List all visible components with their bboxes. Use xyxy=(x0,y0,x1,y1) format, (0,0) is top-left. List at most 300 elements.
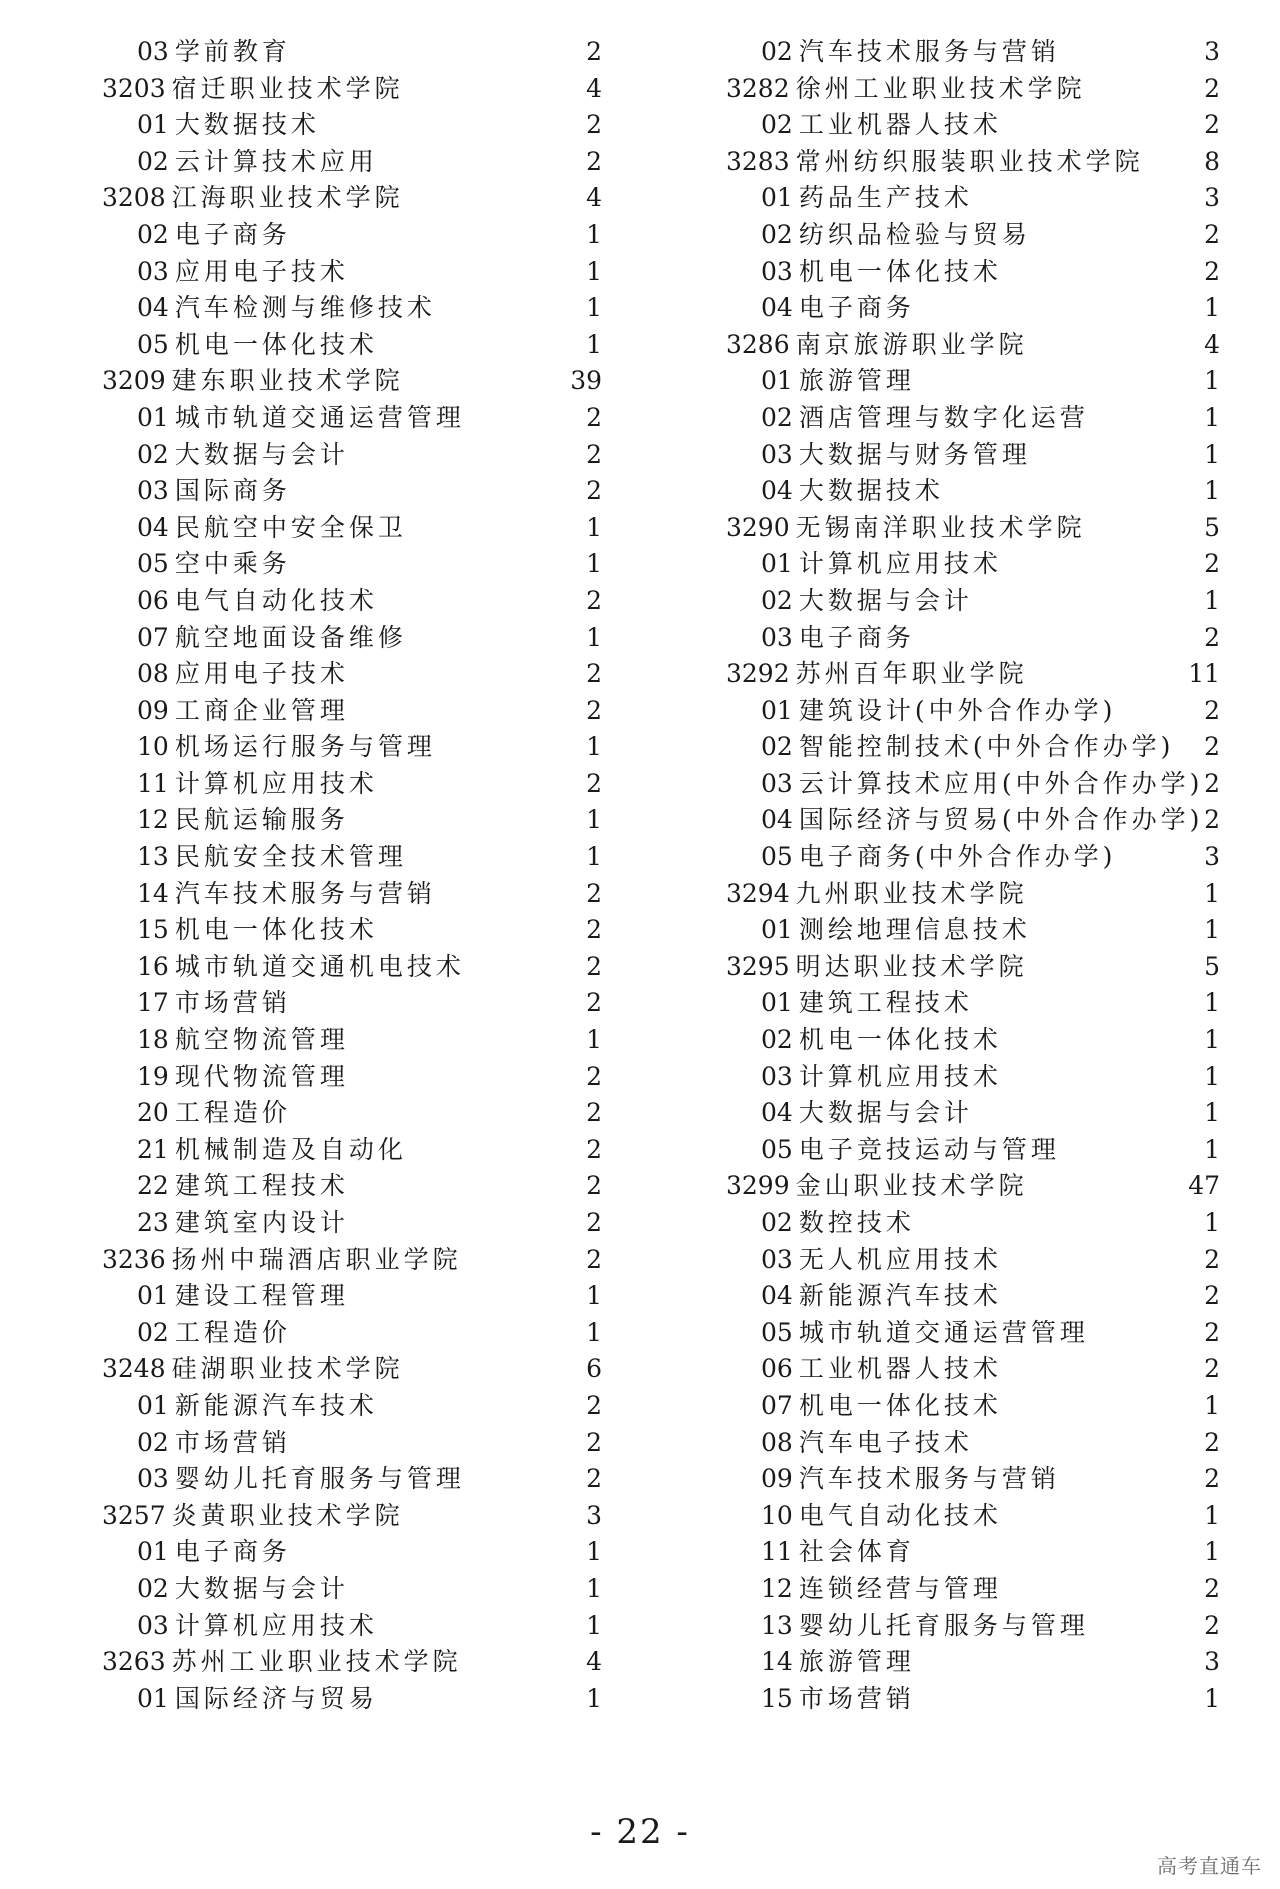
major-name: 建筑工程技术 xyxy=(798,988,973,1018)
enrollment-count: 2 xyxy=(586,439,602,469)
enrollment-count: 1 xyxy=(586,329,602,359)
major-code: 14 xyxy=(761,1647,793,1677)
school-row xyxy=(102,1498,602,1535)
enrollment-count: 1 xyxy=(1204,366,1220,396)
major-code: 02 xyxy=(137,1317,169,1347)
major-row xyxy=(726,546,1230,583)
major-name: 机电一体化技术 xyxy=(798,1390,1002,1420)
enrollment-count: 1 xyxy=(586,1317,602,1347)
major-row xyxy=(102,985,602,1022)
major-name: 汽车技术服务与营销 xyxy=(798,37,1060,66)
school-code: 3209 xyxy=(102,366,166,396)
major-code: 02 xyxy=(761,1208,793,1237)
enrollment-count: 3 xyxy=(586,1500,602,1530)
school-row xyxy=(726,144,1230,181)
school-name: 硅湖职业技术学院 xyxy=(171,1354,404,1384)
enrollment-count: 3 xyxy=(1204,842,1220,872)
enrollment-count: 2 xyxy=(586,878,602,908)
major-row xyxy=(102,1608,602,1645)
school-row xyxy=(102,1644,602,1681)
enrollment-count: 2 xyxy=(586,476,602,506)
major-name: 新能源汽车技术 xyxy=(174,1390,378,1420)
enrollment-count: 47 xyxy=(1188,1171,1220,1201)
right-column xyxy=(726,34,1230,1717)
major-row xyxy=(726,912,1230,949)
major-row xyxy=(726,363,1230,400)
enrollment-count: 2 xyxy=(586,1464,602,1494)
major-name: 汽车电子技术 xyxy=(798,1427,973,1457)
major-code: 06 xyxy=(761,1354,793,1384)
enrollment-count: 1 xyxy=(1204,402,1220,432)
major-name: 国际经济与贸易 xyxy=(174,1683,378,1713)
major-name: 纺织品检验与贸易 xyxy=(798,219,1031,249)
major-code: 14 xyxy=(137,878,169,908)
enrollment-count: 2 xyxy=(1204,732,1220,762)
enrollment-count: 1 xyxy=(586,1610,602,1640)
major-row xyxy=(102,1132,602,1169)
major-code: 02 xyxy=(761,110,793,140)
major-name: 新能源汽车技术 xyxy=(798,1281,1002,1311)
school-name: 徐州工业职业技术学院 xyxy=(795,73,1086,103)
major-name: 现代物流管理 xyxy=(174,1061,349,1091)
major-name: 电子商务 xyxy=(174,219,291,249)
major-row xyxy=(726,1681,1230,1718)
school-name: 明达职业技术学院 xyxy=(795,951,1028,981)
major-row xyxy=(102,729,602,766)
major-code: 03 xyxy=(761,622,793,652)
enrollment-count: 1 xyxy=(1204,1683,1220,1713)
major-name: 工商企业管理 xyxy=(174,695,349,725)
enrollment-count: 1 xyxy=(586,512,602,542)
major-row xyxy=(726,1022,1230,1059)
major-row xyxy=(102,546,602,583)
major-name: 电子商务 xyxy=(798,293,915,323)
major-code: 01 xyxy=(761,695,793,725)
major-row xyxy=(102,290,602,327)
major-row xyxy=(102,1425,602,1462)
enrollment-count: 6 xyxy=(586,1354,602,1384)
major-code: 09 xyxy=(137,695,169,725)
major-code: 15 xyxy=(761,1683,793,1713)
school-row xyxy=(726,949,1230,986)
enrollment-count: 2 xyxy=(586,659,602,689)
enrollment-count: 2 xyxy=(586,1098,602,1128)
major-row xyxy=(102,1168,602,1205)
major-row xyxy=(726,1242,1230,1279)
enrollment-count: 8 xyxy=(1204,146,1220,176)
school-name: 扬州中瑞酒店职业学院 xyxy=(171,1244,462,1274)
enrollment-count: 1 xyxy=(1204,1390,1220,1420)
major-code: 03 xyxy=(137,1610,169,1640)
major-code: 03 xyxy=(761,439,793,469)
school-name: 九州职业技术学院 xyxy=(795,878,1028,908)
enrollment-count: 2 xyxy=(1204,110,1220,140)
school-row xyxy=(102,71,602,108)
major-name: 连锁经营与管理 xyxy=(798,1573,1002,1603)
major-row xyxy=(102,327,602,364)
major-name: 民航空中安全保卫 xyxy=(174,512,407,542)
enrollment-count: 1 xyxy=(586,1683,602,1713)
school-code: 3208 xyxy=(102,183,166,213)
major-name: 酒店管理与数字化运营 xyxy=(798,402,1089,432)
enrollment-count: 2 xyxy=(1204,73,1220,103)
major-row xyxy=(102,217,602,254)
major-name: 智能控制技术(中外合作办学) xyxy=(798,732,1175,762)
school-name: 常州纺织服装职业技术学院 xyxy=(795,146,1144,176)
major-code: 15 xyxy=(137,915,169,945)
enrollment-count: 2 xyxy=(1204,549,1220,579)
major-name: 建设工程管理 xyxy=(174,1281,349,1311)
major-code: 01 xyxy=(761,915,793,945)
major-row xyxy=(102,1278,602,1315)
major-code: 03 xyxy=(761,768,793,798)
major-code: 11 xyxy=(761,1537,793,1567)
enrollment-count: 1 xyxy=(586,1573,602,1603)
major-row xyxy=(726,1461,1230,1498)
enrollment-count: 2 xyxy=(586,1061,602,1091)
school-row xyxy=(726,1168,1230,1205)
enrollment-count: 2 xyxy=(586,768,602,798)
school-code: 3263 xyxy=(102,1647,166,1677)
enrollment-count: 2 xyxy=(586,915,602,945)
major-name: 工业机器人技术 xyxy=(798,1354,1002,1384)
major-name: 旅游管理 xyxy=(798,1647,915,1677)
school-code: 3295 xyxy=(726,951,790,981)
school-code: 3283 xyxy=(726,146,790,176)
school-name: 南京旅游职业学院 xyxy=(795,329,1028,359)
major-name: 测绘地理信息技术 xyxy=(798,915,1031,945)
major-name: 航空物流管理 xyxy=(174,1025,349,1055)
major-name: 机电一体化技术 xyxy=(174,915,378,945)
enrollment-count: 2 xyxy=(1204,256,1220,286)
major-name: 国际商务 xyxy=(174,476,291,506)
major-name: 应用电子技术 xyxy=(174,256,349,286)
major-code: 04 xyxy=(761,293,793,323)
major-row xyxy=(726,583,1230,620)
major-row xyxy=(726,766,1230,803)
major-name: 建筑设计(中外合作办学) xyxy=(798,695,1117,725)
major-row xyxy=(726,802,1230,839)
major-code: 13 xyxy=(137,842,169,872)
school-row xyxy=(726,71,1230,108)
major-name: 机电一体化技术 xyxy=(798,1025,1002,1055)
major-row xyxy=(102,876,602,913)
major-code: 18 xyxy=(137,1025,169,1055)
enrollment-count: 1 xyxy=(1204,878,1220,908)
major-code: 20 xyxy=(137,1098,169,1128)
school-name: 江海职业技术学院 xyxy=(171,183,404,213)
major-name: 城市轨道交通运营管理 xyxy=(174,402,465,432)
major-row xyxy=(102,802,602,839)
school-code: 3257 xyxy=(102,1500,166,1530)
major-code: 09 xyxy=(761,1464,793,1494)
major-name: 大数据技术 xyxy=(798,476,944,506)
major-code: 04 xyxy=(761,476,793,506)
major-row xyxy=(102,510,602,547)
major-row xyxy=(102,1534,602,1571)
major-row xyxy=(102,1388,602,1425)
enrollment-count: 2 xyxy=(1204,1464,1220,1494)
major-name: 社会体育 xyxy=(798,1537,915,1567)
major-row xyxy=(102,1095,602,1132)
major-name: 工业机器人技术 xyxy=(798,110,1002,140)
major-code: 04 xyxy=(137,512,169,542)
major-row xyxy=(102,473,602,510)
enrollment-count: 1 xyxy=(1204,1061,1220,1091)
major-name: 大数据与会计 xyxy=(798,585,973,615)
major-code: 07 xyxy=(761,1390,793,1420)
major-code: 02 xyxy=(761,732,793,762)
school-name: 宿迁职业技术学院 xyxy=(171,73,404,103)
major-name: 大数据与会计 xyxy=(174,439,349,469)
school-code: 3203 xyxy=(102,73,166,103)
major-row xyxy=(102,949,602,986)
major-code: 05 xyxy=(761,842,793,872)
enrollment-count: 1 xyxy=(1204,915,1220,945)
major-row xyxy=(726,400,1230,437)
major-row xyxy=(102,1205,602,1242)
major-name: 学前教育 xyxy=(174,37,291,66)
major-row xyxy=(726,1608,1230,1645)
enrollment-count: 2 xyxy=(1204,1244,1220,1274)
major-name: 数控技术 xyxy=(798,1208,915,1237)
major-code: 22 xyxy=(137,1171,169,1201)
major-code: 12 xyxy=(137,805,169,835)
school-name: 建东职业技术学院 xyxy=(171,366,404,396)
school-code: 3290 xyxy=(726,512,790,542)
major-row xyxy=(102,1571,602,1608)
major-name: 空中乘务 xyxy=(174,549,291,579)
enrollment-count: 1 xyxy=(586,256,602,286)
school-name: 炎黄职业技术学院 xyxy=(171,1500,404,1530)
school-code: 3248 xyxy=(102,1354,166,1384)
enrollment-count: 1 xyxy=(1204,293,1220,323)
major-row xyxy=(726,180,1230,217)
major-row xyxy=(726,1132,1230,1169)
major-name: 无人机应用技术 xyxy=(798,1244,1002,1274)
major-name: 机电一体化技术 xyxy=(798,256,1002,286)
school-row xyxy=(102,180,602,217)
major-code: 02 xyxy=(137,219,169,249)
enrollment-count: 4 xyxy=(586,73,602,103)
major-code: 03 xyxy=(761,1244,793,1274)
enrollment-count: 1 xyxy=(1204,585,1220,615)
major-name: 云计算技术应用(中外合作办学) xyxy=(798,768,1204,798)
major-code: 01 xyxy=(761,549,793,579)
school-name: 苏州工业职业技术学院 xyxy=(171,1647,462,1677)
major-row xyxy=(726,1095,1230,1132)
major-code: 04 xyxy=(137,293,169,323)
major-name: 汽车技术服务与营销 xyxy=(174,878,436,908)
enrollment-count: 2 xyxy=(586,402,602,432)
enrollment-count: 2 xyxy=(586,37,602,66)
enrollment-count: 2 xyxy=(1204,1281,1220,1311)
enrollment-count: 2 xyxy=(1204,805,1220,835)
major-code: 02 xyxy=(137,1427,169,1457)
major-name: 城市轨道交通运营管理 xyxy=(798,1317,1089,1347)
major-name: 电子商务 xyxy=(174,1537,291,1567)
major-row xyxy=(726,1205,1230,1242)
enrollment-count: 4 xyxy=(1204,329,1220,359)
major-row xyxy=(726,1644,1230,1681)
enrollment-count: 2 xyxy=(586,585,602,615)
major-row xyxy=(102,912,602,949)
enrollment-count: 1 xyxy=(586,842,602,872)
major-code: 04 xyxy=(761,1098,793,1128)
major-code: 06 xyxy=(137,585,169,615)
enrollment-count: 2 xyxy=(1204,1354,1220,1384)
major-code: 16 xyxy=(137,951,169,981)
school-row xyxy=(726,656,1230,693)
enrollment-count: 2 xyxy=(586,1171,602,1201)
major-code: 11 xyxy=(137,768,169,798)
major-code: 05 xyxy=(137,329,169,359)
major-row xyxy=(102,693,602,730)
school-code: 3292 xyxy=(726,659,790,689)
major-code: 03 xyxy=(761,1061,793,1091)
major-name: 应用电子技术 xyxy=(174,659,349,689)
enrollment-count: 1 xyxy=(1204,1208,1220,1237)
major-code: 04 xyxy=(761,805,793,835)
major-name: 电子商务(中外合作办学) xyxy=(798,842,1117,872)
major-row xyxy=(726,34,1230,71)
major-row xyxy=(726,1571,1230,1608)
major-row xyxy=(726,1425,1230,1462)
enrollment-count: 2 xyxy=(586,146,602,176)
major-code: 02 xyxy=(137,439,169,469)
enrollment-count: 2 xyxy=(586,1134,602,1164)
school-code: 3299 xyxy=(726,1171,790,1201)
major-name: 机电一体化技术 xyxy=(174,329,378,359)
major-row xyxy=(726,437,1230,474)
enrollment-count: 1 xyxy=(1204,988,1220,1018)
enrollment-count: 1 xyxy=(586,549,602,579)
school-row xyxy=(726,327,1230,364)
major-code: 03 xyxy=(761,256,793,286)
major-code: 05 xyxy=(761,1317,793,1347)
major-code: 03 xyxy=(137,476,169,506)
enrollment-count: 1 xyxy=(586,1537,602,1567)
major-name: 婴幼儿托育服务与管理 xyxy=(174,1464,465,1494)
enrollment-count: 39 xyxy=(570,366,602,396)
major-code: 13 xyxy=(761,1610,793,1640)
major-row xyxy=(726,1534,1230,1571)
major-name: 药品生产技术 xyxy=(798,183,973,213)
major-row xyxy=(102,620,602,657)
major-code: 07 xyxy=(137,622,169,652)
major-name: 民航安全技术管理 xyxy=(174,842,407,872)
major-code: 01 xyxy=(137,1390,169,1420)
major-row xyxy=(726,1278,1230,1315)
major-row xyxy=(726,1315,1230,1352)
major-name: 城市轨道交通机电技术 xyxy=(174,951,465,981)
major-code: 01 xyxy=(137,402,169,432)
major-name: 市场营销 xyxy=(174,988,291,1018)
major-code: 08 xyxy=(761,1427,793,1457)
enrollment-count: 1 xyxy=(1204,476,1220,506)
major-row xyxy=(726,985,1230,1022)
enrollment-count: 1 xyxy=(586,1025,602,1055)
school-name: 无锡南洋职业技术学院 xyxy=(795,512,1086,542)
major-code: 17 xyxy=(137,988,169,1018)
enrollment-count: 2 xyxy=(586,110,602,140)
enrollment-count: 2 xyxy=(1204,1427,1220,1457)
enrollment-count: 2 xyxy=(1204,1573,1220,1603)
major-name: 电子竞技运动与管理 xyxy=(798,1134,1060,1164)
enrollment-count: 1 xyxy=(1204,1098,1220,1128)
major-code: 02 xyxy=(137,146,169,176)
enrollment-count: 2 xyxy=(586,1244,602,1274)
major-row xyxy=(102,107,602,144)
major-name: 机械制造及自动化 xyxy=(174,1134,407,1164)
school-code: 3282 xyxy=(726,73,790,103)
major-code: 01 xyxy=(137,1683,169,1713)
major-code: 02 xyxy=(761,585,793,615)
major-row xyxy=(102,1059,602,1096)
major-name: 电气自动化技术 xyxy=(798,1500,1002,1530)
enrollment-count: 2 xyxy=(1204,1317,1220,1347)
major-name: 市场营销 xyxy=(174,1427,291,1457)
major-name: 汽车技术服务与营销 xyxy=(798,1464,1060,1494)
major-name: 大数据与会计 xyxy=(174,1573,349,1603)
school-name: 苏州百年职业学院 xyxy=(795,659,1028,689)
major-code: 08 xyxy=(137,659,169,689)
major-name: 建筑室内设计 xyxy=(174,1208,349,1237)
major-code: 12 xyxy=(761,1573,793,1603)
enrollment-count: 3 xyxy=(1204,183,1220,213)
major-code: 21 xyxy=(137,1134,169,1164)
major-row xyxy=(102,437,602,474)
enrollment-count: 5 xyxy=(1204,512,1220,542)
major-name: 计算机应用技术 xyxy=(798,549,1002,579)
major-row xyxy=(726,217,1230,254)
enrollment-count: 1 xyxy=(1204,1025,1220,1055)
major-code: 02 xyxy=(761,1025,793,1055)
major-row xyxy=(102,583,602,620)
major-row xyxy=(726,107,1230,144)
enrollment-count: 2 xyxy=(1204,768,1220,798)
major-row xyxy=(726,839,1230,876)
major-code: 02 xyxy=(761,402,793,432)
enrollment-count: 4 xyxy=(586,183,602,213)
school-row xyxy=(726,510,1230,547)
enrollment-count: 2 xyxy=(586,695,602,725)
major-code: 01 xyxy=(761,988,793,1018)
major-name: 电气自动化技术 xyxy=(174,585,378,615)
enrollment-count: 2 xyxy=(1204,219,1220,249)
major-name: 计算机应用技术 xyxy=(174,768,378,798)
major-row xyxy=(726,1351,1230,1388)
enrollment-count: 4 xyxy=(586,1647,602,1677)
major-name: 婴幼儿托育服务与管理 xyxy=(798,1610,1089,1640)
enrollment-count: 2 xyxy=(586,1208,602,1237)
major-code: 10 xyxy=(761,1500,793,1530)
major-row xyxy=(102,400,602,437)
enrollment-count: 5 xyxy=(1204,951,1220,981)
major-code: 01 xyxy=(137,1537,169,1567)
major-row xyxy=(102,656,602,693)
left-column xyxy=(102,34,602,1717)
school-row xyxy=(102,1351,602,1388)
school-name: 金山职业技术学院 xyxy=(795,1171,1028,1201)
major-row xyxy=(102,1681,602,1718)
major-row xyxy=(726,290,1230,327)
major-code: 04 xyxy=(761,1281,793,1311)
major-code: 05 xyxy=(761,1134,793,1164)
major-row xyxy=(102,1461,602,1498)
major-row xyxy=(726,1059,1230,1096)
enrollment-count: 2 xyxy=(586,951,602,981)
